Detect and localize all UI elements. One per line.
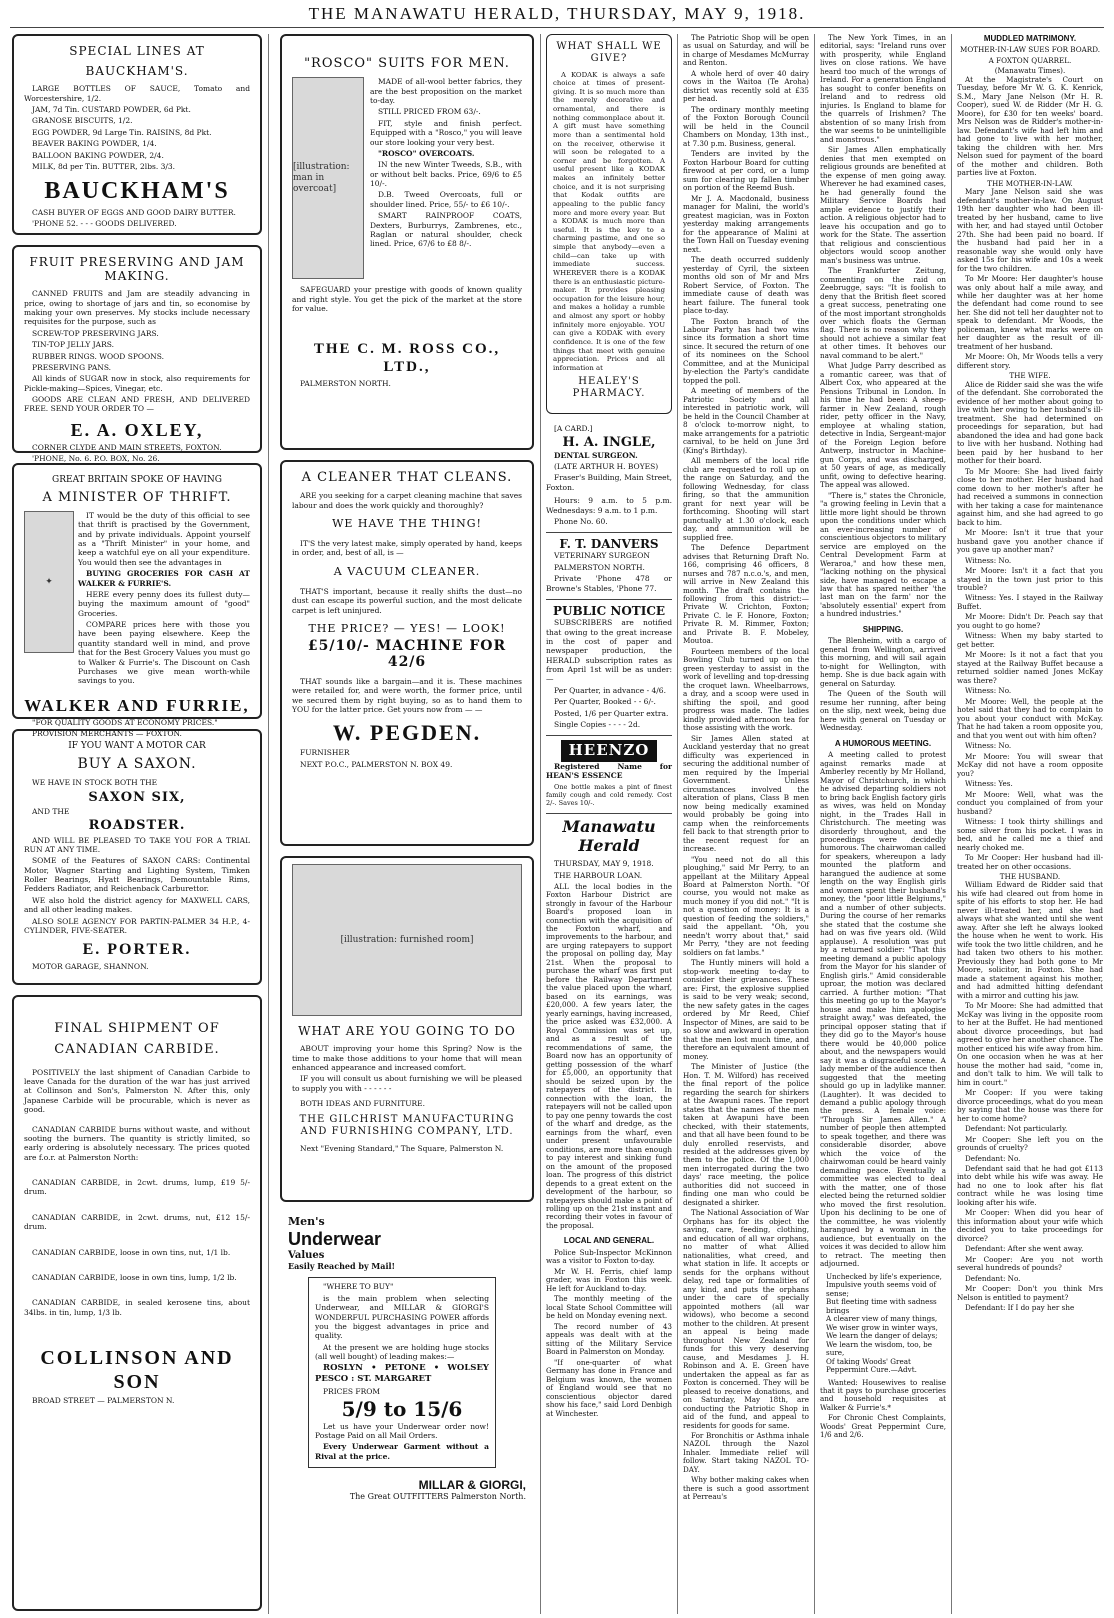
ad-line: PRESERVING PANS. [32, 362, 112, 372]
news-paragraph: Mr Cooper: Are you not worth several hundreds of pounds? [957, 1254, 1103, 1273]
ad-line: All kinds of SUGAR now in stock, also requirements for Pickle-making—Spices, Vinegar, etc. [24, 374, 250, 393]
illustration: [illustration: man in overcoat] [292, 77, 364, 279]
ad-line: WE HAVE IN STOCK BOTH THE [32, 778, 158, 788]
article-headline: MUDDLED MATRIMONY. [983, 34, 1077, 43]
ad-line: IF you will consult us about furnishing we will be pleased to supply you with - - - - - - [292, 1074, 522, 1093]
collinson-ad [12, 995, 262, 1611]
column-rule [540, 34, 541, 1614]
ad-title: Underwear [288, 1228, 382, 1249]
news-paragraph: Defendant: After she went away. [965, 1244, 1084, 1254]
ad-line: MOTOR GARAGE, SHANNON. [32, 962, 149, 972]
ad-line: WE also hold the district agency for MAXWELL CARS, and all other leading makes. [24, 895, 250, 915]
ad-line: Let us have your Underwear order now! Postage Paid on all Mail Orders. [315, 1421, 489, 1441]
news-paragraph: The ordinary monthly meeting of the Foxton Borough Council will be held in the Council Chambers on Monday, 13th inst., at 7.30 p.m. Business, general. [683, 104, 809, 148]
news-paragraph: A meeting of members of the Patriotic Society and all interested in patriotic work, will be held in the Council Chamber at 8 o'clock to-morrow night, to make arrangements for a patriotic carnival, to be held on June 3rd (King's Birthday). [683, 386, 809, 455]
ad-line: One bottle makes a pint of finest family cough and cold remedy. Cost 2/-. Saves 10/-. [546, 782, 672, 807]
column-rule [814, 34, 815, 1614]
news-paragraph: "If one-quarter of what Germany has done in France and Belgium was known, the women of England would see that no conscientious objector dared show his face," said Lord Denbigh at Winchester. [546, 1357, 672, 1418]
illustration: ✦ [24, 511, 74, 653]
ad-heading: A VACUUM CLEANER. [333, 564, 481, 578]
ad-line: GOODS ARE CLEAN AND FRESH, AND DELIVERED FREE. SEND YOUR ORDER TO — [24, 395, 250, 414]
ad-line: TIN-TOP JELLY JARS. [32, 340, 114, 350]
news-paragraph: To Mr Moore: Her daughter's house was only about half a mile away, and while her daughter was at her home the defendant had come round to see her. She did not tell her daughter not to speak to defendant. Mr Woods, the policeman, knew what marks were on her daughter as the result of ill-treatment of her husband. [957, 274, 1103, 351]
news-paragraph: Mr Moore: Oh, Mr Woods tells a very different story. [957, 352, 1103, 370]
news-paragraph: Police Sub-Inspector McKinnon was a visitor to Foxton to-day. [546, 1247, 672, 1266]
column-rule [268, 34, 269, 1614]
ross-ad [280, 34, 534, 450]
heenzo-ad [546, 735, 672, 807]
ad-line: The Great OUTFITTERS Palmerston North. [349, 1492, 526, 1502]
news-paragraph: Tenders are invited by the Foxton Harbour Board for cutting firewood at per cord, or a lump sum for clearing up fallen timber on portion of the Reemd Bush. [683, 149, 809, 193]
news-paragraph: Witness: Yes. I stayed in the Railway Buffet. [957, 593, 1103, 611]
news-paragraph: Mr J. A. Macdonald, business manager for Malini, the world's greatest magician, was in Foxton yesterday making arrangements for the appearance of Malini at the Town Hall on Tuesday evening next. [683, 193, 809, 254]
news-paragraph: Witness: No. [965, 555, 1012, 565]
news-paragraph: The National Association of War Orphans has for its object the saving, care, feeding, clothing, and education of all war orphans, no matter of what Allied nationalities, what creed, and what station in life. It accepts or sends for the orphans without delay, red tape or formalities of any kind, and puts the orphans under the care of specially appointed mothers (all war widows), who become a second mother to the children. At present an appeal is being made throughout New Zealand for funds for this very deserving cause, and Mesdames J. H. Robinson and A. E. Green have undertaken the appeal as far as Foxton is concerned. They will be pleased to receive donations, and on Saturday, May 18th, are conducting the Patriotic Shop in aid of the fund, and appeal to residents for goods for same. [683, 1208, 809, 1430]
ad-heading: WE HAVE THE THING! [332, 517, 482, 531]
news-paragraph: Fourteen members of the local Bowling Club turned up on the green yesterday to assist in the work of levelling and top-dressing the croquet lawn. Wheelbarrows, a dray, and a scoop were used in shifting the spoil, and good progress was made. The ladies kindly provided afternoon tea for those assisting with the work. [683, 646, 809, 733]
ad-line: Fraser's Building, Main Street, Foxton. [546, 473, 672, 492]
news-paragraph: Mr Moore: You will swear that McKay did not have a room opposite you? [957, 751, 1103, 778]
ad-title: WHAT SHALL WE GIVE? [556, 41, 662, 64]
news-paragraph: Witness: When my baby started to get better. [957, 631, 1103, 649]
news-paragraph: William Edward de Ridder said that his wife had cleared out from home in spite of his efforts to stop her. He had never ill-treated her, and she had always what she wanted until she went away. After she left he always looked the house when he went to work. His wife took the two little children, and he had taken two others to his mother. Previously they had both gone to Mr Moore, solicitor, in Foxton. She had made a statement against his mother, and had admitted hitting defendant with a mirror and cutting his jaw. [957, 880, 1103, 1000]
ad-line: JAM, 7d Tin. CUSTARD POWDER, 6d Pkt. [32, 105, 191, 115]
poem-line: We learn the danger of delays; [826, 1331, 938, 1341]
news-paragraph: Witness: I took thirty shillings and some silver from his pocket. I was in bed, and he called me a thief and nearly choked me. [957, 817, 1103, 852]
news-paragraph: Defendant said that he had got £113 into debt while his wife was away. He had no one to look after his flat contract while he was losing time looking after his wife. [957, 1163, 1103, 1207]
ad-subtitle: Easily Reached by Mail! [288, 1261, 396, 1271]
news-paragraph: Mary Jane Nelson said she was defendant's mother-in-law. On August 19th her daughter who had been ill-treated by her husband, came to live with her, and had stayed until October 27th. She had been paid no board. If the husband had paid her in a reasonable way she would only have asked 15s for his wife and 10s a week for the two children. [957, 187, 1103, 273]
news-paragraph: Mr Cooper: When did you hear of this information about your wife which decided you to take proceedings for divorce? [957, 1208, 1103, 1243]
news-paragraph: Mr Cooper: She left you on the grounds of cruelty? [957, 1134, 1103, 1153]
heenzo-logo: HEENZO [561, 740, 658, 762]
poem-line: But fleeting time with sadness brings [826, 1297, 937, 1315]
article-source: (Manawatu Times). [994, 66, 1066, 76]
bauckham-ad [12, 34, 262, 235]
ad-line: THAT'S important, because it really shifts the dust—no dust can escape its powerful suction, and the most delicate carpet is left uninjured. [292, 586, 522, 615]
ingle-card [546, 424, 672, 526]
pegden-ad [280, 460, 534, 846]
ad-line: SAFEGUARD your prestige with goods of known quality and right style. You get the pick of the market at the store for value. [292, 285, 522, 314]
news-paragraph: To Mr Moore: She had lived fairly close to her mother. Her husband had come down to her mother's after he had received a summons in connection with her taking a case for maintenance against him, and she had agreed to go back to him. [957, 466, 1103, 527]
ad-title: WHAT ARE YOU GOING TO DO [298, 1024, 516, 1038]
price-line: CANADIAN CARBIDE, in 2cwt. drums, lump, £19 5/- drum. [24, 1178, 250, 1197]
poem-line: We wiser grow in winter ways, [826, 1322, 938, 1332]
ad-line: 'PHONE, No. 6. P.O. BOX, No. 26. [32, 454, 160, 464]
ad-line: SMART RAINPROOF COATS, Dexters, Burburrys, Zambrenes, etc., Raglan or natural shoulder, check lined. Price, 67/6 to £8 8/-. [370, 211, 522, 249]
advertiser-name: E. A. OXLEY, [70, 419, 204, 440]
ad-title: GREAT BRITAIN SPOKE OF HAVING [52, 475, 222, 485]
ad-line: EGG POWDER, 9d Large Tin. RAISINS, 8d Pkt. [32, 127, 212, 137]
news-paragraph: The Minister of Justice (the Hon. T. M. Wilford) has received the final report of the police regarding the search for shirkers at the Awapuni races. The report states that the names of the men taken at Awapuni have been checked, with their statements, and that all have been found to be duly enrolled reservists, and resided at the addresses given by them to the police. Of the 1,000 men interrogated during the two days' race meeting, the police authorities did not succeed in finding one man who could be designated a shirker. [683, 1062, 809, 1207]
news-paragraph: Mr Moore: Well, the people at the hotel said that they had to complain to you about your conduct with McKay. That he had taken a room opposite you, and that you went out with him often? [957, 696, 1103, 740]
ad-line: At the present we are holding huge stocks (all well bought) of leading makes:— [315, 1342, 489, 1362]
news-paragraph: The New York Times, in an editorial, says: "Ireland runs over with prosperity, while England lives on close rations. We have heard too much of the wrongs of Ireland. For a generation England has sought to confer benefits on Ireland and to redress old injuries. Is England to blame for the quarrels of Irishmen? The abstention of so many Irish from the war seems to be unintelligible and monstrous." [820, 33, 946, 144]
poem-line: Impulsive youth seems void of sense; [826, 1280, 937, 1298]
news-paragraph: Mr Cooper: If you were taking divorce proceedings, what do you mean by saying that the house was there for her to come home? [957, 1088, 1103, 1123]
ad-line: PROVISION MERCHANTS — FOXTON. [32, 729, 182, 739]
news-paragraph: Wanted: Housewives to realise that it pays to purchase groceries and household requisites at Walker & Furrie's.* [820, 1377, 946, 1412]
editorial-heading: THE HARBOUR LOAN. [554, 871, 643, 881]
ad-line: Private 'Phone 478 or Browne's Stables, 'Phone 77. [546, 574, 672, 593]
news-paragraph: Defendant: If I do pay her she [965, 1303, 1075, 1313]
column-rule [677, 34, 678, 1614]
news-paragraph: The Frankfurter Zeitung, commenting on the raid on Zeebrugge, says: "It is foolish to deny that the British fleet scored a great success, penetrating one of the most important strongholds over which floats the German flag. There is no reason why they should not achieve a similar feat at other times. It behoves our naval command to be alert." [820, 266, 946, 360]
news-paragraph: The monthly meeting of the local State School Committee will be held on Monday evening next. [546, 1294, 672, 1321]
section-heading: LOCAL AND GENERAL. [563, 1236, 655, 1246]
ad-line: PRICES FROM [323, 1386, 381, 1396]
price-line: CANADIAN CARBIDE, in 2cwt. drums, nut, £12 15/- drum. [24, 1212, 250, 1232]
ad-line: ALSO SOLE AGENCY FOR PARTIN-PALMER 34 H.P., 4-CYLINDER, FIVE-SEATER. [24, 916, 250, 935]
article-subheading: A FOXTON QUARREL. [988, 55, 1072, 65]
ad-line: "ROSCO" OVERCOATS. [378, 148, 475, 158]
ad-line: DENTAL SURGEON. [554, 450, 638, 460]
advertiser-name: E. PORTER. [82, 941, 192, 959]
column-5 [820, 34, 946, 1614]
advertiser-name: MILLAR & GIORGI, [418, 1478, 526, 1493]
article-subheading: THE MOTHER-IN-LAW. [987, 178, 1073, 188]
news-paragraph: The record number of 43 appeals was dealt with at the sitting of the Military Service Board in Palmerston on Monday. [546, 1321, 672, 1357]
ad-line: ABOUT improving your home this Spring? Now is the time to make those additions to your home that will mean enhanced appearance and increased comfort. [292, 1044, 522, 1072]
ad-title: BUY A SAXON. [77, 755, 197, 772]
news-paragraph: Mr Cooper: Don't you think Mrs Nelson is entitled to payment? [957, 1284, 1103, 1302]
news-paragraph: A meeting called to protest against remarks made at Amberley recently by Mr Holland, Mayor of Christchurch, in which he advised departing soldiers not to bring back English factory girls as wives, was held on Monday night, in the Trades Hall in Christchurch. The meeting was disorderly throughout, and the proceedings were decidedly humorous. The chairwoman called for speakers, whereupon a lady mounted the platform and harangued the audience at some length on the way English girls and women spent their husband's money, the "poor little Belgiums," and a number of other subjects. During the course of her remarks she stated that the costume she had on was five years old. (Wild applause). A resolution was put by a returned soldier: "That this meeting demand a public apology from the Mayor for his slander of English girls." Amid considerable uproar, the motion was declared carried. A further motion: "That this meeting go up to the Mayor's house and make him apologise straight away," was defeated, the principal opposer stating that if they did go to the Mayor's house there would be 40,000 police about, and the newspapers would say it was a disgraceful scene. A lady member of the audience then suggested that the meeting should go up in ladylike manner. (Laughter). It was decided to demand a public apology through the press. A female voice: "Through Sir James Allen." A number of people then attempted to speak together, and there was considerable disorder, above which the voice of the chairwoman could be heard vainly demanding peace. Eventually a committee was elected to deal with the matter, one of those elected being the returned soldier who moved the first resolution. Upon his declining to be one of the committee, he was violently harangued by a woman in the audience, but eventually on the voices it was decided to allow him to retract. The meeting then adjourned. [820, 750, 946, 1269]
ad-line: "FOR QUALITY GOODS AT ECONOMY PRICES." [32, 717, 218, 727]
poem-line: We learn the wisdom, too, be sure, [826, 1339, 933, 1358]
ad-title: FINAL SHIPMENT OF [54, 1021, 220, 1036]
news-paragraph: Why bother making cakes when there is such a good assortment at Perreau's [683, 1475, 809, 1502]
news-paragraph: At the Magistrate's Court on Tuesday, before Mr W. G. K. Kenrick, S.M., Mary Jane Nelson (Mr H. R. Cooper), sued W. de Ridder (Mr H. G. Moore), for £30 for ten weeks' board. Mrs Nelson was de Ridder's mother-in-law. Defendant's wife had left him and had gone to live with her mother, taking the children with her. Mrs Nelson sued for payment of the board of the mother and children. Both parties live at Foxton. [957, 74, 1103, 178]
gilchrist-ad [280, 856, 534, 1202]
ad-subtitle: BAUCKHAM'S. [85, 64, 189, 79]
ad-line: FIT, style and finish perfect. Equipped with a "Rosco," you will leave our store looking your very best. [370, 118, 522, 147]
healey-ad [546, 34, 672, 414]
column-1 [12, 34, 262, 1614]
ad-line: SCREW-TOP PRESERVING JARS. [32, 328, 159, 338]
offer-panel [308, 1277, 496, 1468]
article-subheading: MOTHER-IN-LAW SUES FOR BOARD. [959, 45, 1100, 55]
ad-line: BEAVER BAKING POWDER, 1/4. [32, 139, 157, 149]
editorial [546, 813, 672, 1418]
news-paragraph: Mr Moore: Isn't it true that your husband gave you another chance if you gave up another man? [957, 528, 1103, 555]
advertiser-name: THE GILCHRIST MANUFACTURING AND FURNISHING COMPANY, LTD. [299, 1114, 515, 1138]
advertiser-name: W. PEGDEN. [332, 720, 482, 746]
news-paragraph: Mr Moore: Isn't it a fact that you stayed in the town just prior to this trouble? [957, 566, 1103, 592]
ad-title: IF YOU WANT A MOTOR CAR [68, 741, 206, 751]
ad-line: LARGE BOTTLES OF SAUCE, Tomato and Worcestershire, 1/2. [24, 84, 250, 103]
price-line: CANADIAN CARBIDE, loose in own tins, lump, 1/2 lb. [32, 1272, 237, 1282]
advertiser-name: F. T. DANVERS [559, 537, 659, 552]
ad-line: FURNISHER [300, 748, 350, 758]
news-paragraph: "You need not do all this ploughing," said Mr Perry, to an appellant at the Military Appeal Board at Palmerston North. "Of course, you would not make as much money if you did not." "It is not a question of money: It is a question of feeding the soldiers," said the appellant. "Oh, you needn't worry about that," said Mr Perry, "they are not feeding soldiers on fat lambs." [683, 854, 809, 957]
ad-line: AND WILL BE PLEASED TO TAKE YOU FOR A TRIAL RUN AT ANY TIME. [24, 835, 250, 854]
masthead: THE MANAWATU HERALD, THURSDAY, MAY 9, 1918. [308, 4, 806, 23]
ad-line: BROAD STREET — PALMERSTON N. [32, 1396, 175, 1406]
column-rule [951, 34, 952, 1614]
ad-line: HERE every penny does its fullest duty—buying the maximum amount of "good" Groceries. [78, 589, 250, 618]
ad-heading: THE PRICE? — YES! — LOOK! [308, 621, 506, 635]
newspaper-title: Manawatu Herald [562, 817, 656, 855]
ad-title: A MINISTER OF THRIFT. [42, 489, 232, 505]
danvers-card [546, 532, 672, 593]
news-paragraph: Witness: No. [965, 686, 1012, 696]
news-paragraph: The Defence Department advises that Returning Draft No. 166, comprising 46 officers, 8 nurses and 787 n.c.o.'s, and men, will arrive in New Zealand this month. The draft contains the following from this district:—Private W. Crichton, Foxton; Private C. le F. Honore, Foxton; Private R. M. Rimmer, Foxton; and Private B. F. Mobeley, Moutoa. [683, 543, 809, 646]
column-3 [546, 34, 672, 1614]
ad-body: A KODAK is always a safe choice at times of present-giving. It is so much more than the merely decorative and ornamental, and there is nothing commonplace about it. A gift must have something more than a sentimental hold on the receiver, otherwise it will soon be relegated to a corner and be forgotten. A useful present like a KODAK makes an infinitely better choice, and it is not surprising that Kodak outfits are appealing to the public fancy more and more every year. But a KODAK is much more than useful. It is the key to a charming pastime, and one so simple that anybody—even a child—can take up with immediate success. WHEREVER there is a KODAK there is an enthusiastic picture-maker. It provides pleasing occupation for the leisure hour, and makes a holiday a rumble and almost any sport or hobby infinitely more enjoyable. YOU can give a KODAK with every confidence. It is one of the few things that meet with genuine appreciation. Prices and all information at [553, 70, 665, 372]
news-paragraph: Sir James Allen emphatically denies that men exempted on religious grounds are benefited at the expense of men going away. Wherever he had examined cases, he had generally found the Military Service Boards had ample evidence to justify their action. A religious objector had to leave his occupation and go to work for the State. The assertion that religious and conscientious objectors would scoop another man's business was untrue. [820, 145, 946, 265]
ad-line: VETERINARY SURGEON [554, 551, 650, 561]
advertiser-name: THE C. M. ROSS CO., LTD., [313, 341, 501, 376]
price-range: 5/9 to 15/6 [341, 1397, 463, 1422]
rate-line: Per Quarter, in advance - 4/6. [554, 685, 666, 695]
news-paragraph: To Mr Cooper: Her husband had ill-treated her on other occasions. [957, 853, 1103, 871]
column-4 [683, 34, 809, 1614]
rate-line: Per Quarter, Booked - - 6/-. [554, 697, 656, 707]
ad-line: Next "Evening Standard," The Square, Palmerston N. [300, 1144, 504, 1153]
rate-line: Single Copies - - - - 2d. [554, 719, 641, 729]
news-paragraph: A whole herd of over 40 dairy cows in the Waitoa (Te Aroha) district was recently sold at £35 per head. [683, 68, 809, 104]
column-2 [280, 34, 534, 1614]
news-paragraph: Mr Moore: Well, what was the conduct you complained of from your husband? [957, 789, 1103, 816]
ad-line: IT would be the duty of this official to see that thrift is practised by the Government, and by private individuals. Appoint yourself as a "Thrift Minister" in your home, and keep a watchful eye on all your expenditure. You would then see the advantages in [78, 510, 250, 567]
ad-line: (LATE ARTHUR H. BOYES) [554, 462, 659, 472]
ad-line: PALMERSTON NORTH. [300, 378, 391, 388]
news-paragraph: To Mr Moore: She had admitted that McKay was living in the opposite room to her at the Buffet. He had mentioned about divorce proceedings, but had agreed to give her another chance. The mother enticed his wife away from him. On one occasion when he was at her house the mother had said, "come in, and don't talk to him. We will talk to him in court." [957, 1001, 1103, 1087]
news-paragraph: All members of the local rifle club are requested to roll up on the range on Saturday, and the following Wednesday, for class firing, so that the ammunition grant for next year will be forthcoming. Shooting will start punctually at 1.30 o'clock, each day, and ammunition will be supplied free. [683, 456, 809, 542]
advertiser-name: COLLINSON AND SON [40, 1347, 234, 1393]
price-headline: £5/10/- MACHINE FOR 42/6 [307, 637, 507, 671]
ad-line: CANNED FRUITS and Jam are steadily advancing in price, owing to shortage of jars and tin, so economise by making your own preserves. My stocks include necessary requisites for the purpose, such as [24, 289, 250, 327]
news-paragraph: Defendant: Not particularly. [965, 1124, 1068, 1134]
news-paragraph: Mr Moore: Is it not a fact that you stayed at the Railway Buffet because a returned soldier named Jones McKay was there? [957, 650, 1103, 685]
ad-line: is the main problem when selecting Underwear, and MILLAR & GIORGI'S WONDERFUL PURCHASING POWER affords you the biggest advantages in price and quality. [315, 1293, 489, 1341]
editorial-date: THURSDAY, MAY 9, 1918. [554, 858, 654, 868]
ad-line: SUBSCRIBERS are notified that owing to the great increase in the cost of paper and newspaper production, the HERALD subscription rates as from April 1st will be as under:— [546, 618, 672, 684]
product-name: SAXON SIX, [88, 789, 186, 805]
porter-ad [12, 729, 262, 985]
news-paragraph: Mr Moore: Didn't Dr. Peach say that you ought to go home? [957, 612, 1103, 630]
ad-line: BUYING GROCERIES FOR CASH AT WALKER & FURRIE'S. [78, 569, 250, 588]
ad-line: "WHERE TO BUY" [323, 1282, 394, 1292]
news-paragraph: Witness: Yes. [965, 779, 1013, 789]
news-paragraph: The Patriotic Shop will be open as usual on Saturday, and will be in charge of Mesdames McMurray and Renton. [683, 33, 809, 68]
ad-line: IT'S the very latest make, simply operated by hand, keeps in order, and, best of all, is — [292, 539, 522, 558]
walker-furrie-ad [12, 463, 262, 739]
news-paragraph: For Bronchitis or Asthma inhale NAZOL through the Nazol Inhaler. Immediate relief will follow. Start taking NAZOL TO-DAY. [683, 1430, 809, 1474]
news-paragraph: The Foxton branch of the Labour Party has had two wins since its formation a short time since. It secured the return of one of its nominees on the School Committee, and at the Municipal by-election the Party's candidate topped the poll. [683, 316, 809, 385]
news-paragraph: Defendant: No. [965, 1153, 1021, 1163]
product-name: ROADSTER. [88, 818, 186, 834]
ad-line: STILL PRICED FROM 63/-. [378, 107, 481, 117]
illustration: [illustration: furnished room] [292, 864, 522, 1016]
column-6 [957, 34, 1103, 1614]
advertiser-name: WALKER AND FURRIE, [24, 695, 250, 715]
oxley-ad [12, 245, 262, 464]
ad-line: Registered Name for HEAN'S ESSENCE [546, 761, 672, 781]
section-heading: SHIPPING. [862, 624, 904, 634]
ad-title: Men's [288, 1215, 325, 1228]
public-notice [546, 599, 672, 729]
rate-line: Posted, 1/6 per Quarter extra. [554, 708, 669, 718]
price-line: CANADIAN CARBIDE, loose in own tins, nut, 1/1 lb. [32, 1247, 231, 1257]
ad-line: CANADIAN CARBIDE burns without waste, and without sooting the burners. The quantity is strictly limited, so early ordering is absolutely necessary. The prices quoted are f.o.r. at Palmerston North: [24, 1124, 250, 1162]
news-paragraph: Sir James Allen stated at Auckland yesterday that no great difficulty was experienced in securing the additional number of men required by the Imperial Government. Unless circumstances involved the alteration of plans, Class B men now being medically examined would probably be going into camp when the reinforcements fell back to that strength prior to the recent request for an increase. [683, 733, 809, 854]
ad-line: BALLOON BAKING POWDER, 2/4. [32, 150, 164, 160]
section-heading: A HUMOROUS MEETING. [834, 738, 932, 748]
ad-line: Every Underwear Garment without a Rival at the price. [315, 1442, 489, 1461]
ad-line: COMPARE prices here with those you have been paying elsewhere. Keep the quantity standard well in mind, and prove that for the Best Grocery Values you must go to Walker & Furrie's. The Discount on Cash Purchases we give mean worth-while savings to you. [78, 620, 250, 686]
news-paragraph: The Queen of the South will resume her running, after being on the slip, next week, being due here with general on Tuesday or Wednesday. [820, 689, 946, 733]
ad-line: RUBBER RINGS. WOOD SPOONS. [32, 351, 165, 361]
masthead-rule [10, 27, 1104, 28]
ad-line: THAT sounds like a bargain—and it is. These machines were retailed for, and were worth, the former price, until we secured them by right buying, so as to hand them to YOU for the latter price. Get yours now from — — [292, 676, 522, 715]
ad-line: CORNER CLYDE AND MAIN STREETS, FOXTON. [32, 443, 222, 453]
ad-line: SOME of the Features of SAXON CARS: Continental Motor, Wagner Starting and Lighting System, Timken Roller Bearings, Hyatt Bearings, Demountable Rims, Fedders Radiator, and Reichenback Carburettor. [24, 856, 250, 894]
advertiser-name: HEALEY'S PHARMACY. [572, 376, 646, 400]
ad-line: [A CARD.] [554, 424, 593, 433]
news-paragraph: Alice de Ridder said she was the wife of the defendant. She corroborated the evidence of her mother about going to live with her owing to her husband's ill-treatment. She had determined on proceedings for separation, but had abandoned the idea and had gone back to live with her husband. Nothing had been paid by her husband to her mother for their board. [957, 379, 1103, 466]
ad-line: POSITIVELY the last shipment of Canadian Carbide to leave Canada for the duration of the war has just arrived at Collinson and Son's, Palmerston N. After this, only Japanese Carbide will be procurable, which is never as good. [24, 1067, 250, 1115]
poem-line: Unchecked by life's experience, [826, 1271, 942, 1281]
news-paragraph: What Judge Parry described as a romantic career, was that of Albert Cox, who appeared at the Pensions Tribunal in London. In his time he had been: A sheep-farmer in New Zealand, rough rider, petty officer in the Navy, employee at whaling station, detective in India, Sergeant-major of the Foreign Legion before Antwerp, instructor in Machine-gun Corps, and was discharged, at 50 years of age, as medically unfit, owing to defective hearing. The appeal was allowed. [820, 361, 946, 490]
ad-title: Values [288, 1250, 325, 1262]
article-subheading: THE HUSBAND. [999, 872, 1061, 881]
news-paragraph: Mr W. H. Ferris, chief lamp grader, was in Foxton this week. He left for Auckland to-day. [546, 1266, 672, 1293]
news-paragraph: For Chronic Chest Complaints, Woods' Great Peppermint Cure, 1/6 and 2/6. [820, 1413, 946, 1440]
ad-title: "ROSCO" SUITS FOR MEN. [304, 56, 510, 71]
ad-line: AND THE [32, 806, 70, 816]
news-paragraph: "There is," states the Chronicle, "a growing feeling in Levin that a little more light should be thrown upon the conditions under which an ever-increasing number of conscientious objectors to military service are employed on the Central Development Farm at Weraroa," and how these men, "lacking nothing on the physical side, have managed to escape a law that has spared neither 'the last man on the farm' nor the 'absolutely essential' expert from a hundred industries." [820, 490, 946, 619]
article-subheading: THE WIFE. [1009, 371, 1051, 381]
news-paragraph: The death occurred suddenly yesterday of Cyril, the sixteen months old son of Mr and Mrs Robert Service, of Foxton. The immediate cause of death was heart failure. The funeral took place to-day. [683, 255, 809, 316]
ad-line: NEXT P.O.C., PALMERSTON N. BOX 49. [300, 759, 453, 769]
ad-line: CASH BUYER OF EGGS AND GOOD DAIRY BUTTER. [32, 207, 236, 217]
news-paragraph: Defendant: No. [965, 1273, 1021, 1283]
poem-line: Of taking Woods' Great Peppermint Cure.—Advt. [826, 1356, 917, 1375]
news-paragraph: The Huntly miners will hold a stop-work meeting to-day to consider their grievances. These are: First, the explosive supplied is said to be very weak; second, the new safety gates in the cages ordered by Mr Reed, Chief Inspector of Mines, are said to be so slow and awkward in operation that the men lost much time, and therefore an equivalent amount of money. [683, 958, 809, 1061]
advertiser-name: BAUCKHAM'S [44, 178, 230, 205]
ad-title: FRUIT PRESERVING AND JAM MAKING. [29, 255, 245, 284]
ad-line: PALMERSTON NORTH. [554, 562, 645, 572]
ad-line: ARE you seeking for a carpet cleaning machine that saves labour and does the work quickly and thoroughly? [292, 491, 522, 510]
brand-list: ROSLYN • PETONE • WOLSEY PESCO : ST. MARGARET [315, 1363, 489, 1385]
ad-line: D.B. Tweed Overcoats, full or shoulder lined. Price, 55/- to £6 10/-. [370, 190, 522, 209]
advertiser-name: H. A. INGLE, [562, 435, 656, 451]
poem-line: A clearer view of many things, [826, 1314, 938, 1324]
ad-line: Hours: 9 a.m. to 5 p.m. Wednesdays: 9 a.m. to 1 p.m. [546, 496, 672, 515]
ad-line: MADE of all-wool better fabrics, they are the best proposition on the market to-day. [370, 77, 522, 106]
poem [826, 1273, 946, 1375]
price-line: CANADIAN CARBIDE, in sealed kerosene tins, about 34lbs. in tin, lump, 1/3 lb. [24, 1298, 250, 1317]
ad-line: BOTH IDEAS AND FURNITURE. [300, 1099, 426, 1109]
ad-line: IN the new Winter Tweeds, S.B., with or without belt backs. Price, 69/6 to £5 10/-. [370, 160, 522, 189]
ad-title: CANADIAN CARBIDE. [54, 1042, 220, 1058]
ad-title: A CLEANER THAT CLEANS. [301, 470, 513, 485]
notice-title: PUBLIC NOTICE [552, 603, 666, 618]
editorial-body: ALL the local bodies in the Foxton Harbour District are strongly in favour of the Harbour Board's proposed loan in connection with the acquisition of the Foxton wharf, and improvements to the harbour, and are urging ratepayers to support the proposal on polling day, May 21st. When the proposal to purchase the wharf was first put before the Railway Department the value placed upon the wharf, based on its earnings, was £20,000. A few years later, the yearly earnings, having increased, the price asked was £32,000. A Royal Commission was set up, and as a result of the recommendations of same, the Board now has an opportunity of getting possession of the wharf for £5,000, an opportunity that should be seized upon by the ratepayers of the district. In connection with the loan, the ratepayers will not be called upon to pay one penny towards the cost of the wharf and dredge, as the earnings from the wharf, even under present unfavourable conditions, are more than enough to pay interest and sinking fund on the amount of the proposed loan. The progress of this district depends to a great extent on the development of the harbour, so ratepayers should make a point of rolling up on the 21st instant and recording their votes in favour of the proposal. [546, 881, 672, 1230]
news-paragraph: Witness: No. [965, 741, 1012, 751]
ad-line: Phone No. 60. [554, 516, 608, 526]
ad-title: SPECIAL LINES AT [69, 44, 205, 58]
millar-giorgi-ad [280, 1212, 534, 1550]
ad-line: MILK, 8d per Tin. BUTTER, 2lbs. 3/3. [32, 161, 176, 171]
ad-line: GRANOSE BISCUITS, 1/2. [32, 116, 133, 126]
news-paragraph: The Blenheim, with a cargo of general from Wellington, arrived this morning, and will sail again to-night for Wellington, with hemp. She is due back again with general on Saturday. [820, 636, 946, 688]
ad-line: 'PHONE 52. - - - GOODS DELIVERED. [32, 219, 177, 228]
